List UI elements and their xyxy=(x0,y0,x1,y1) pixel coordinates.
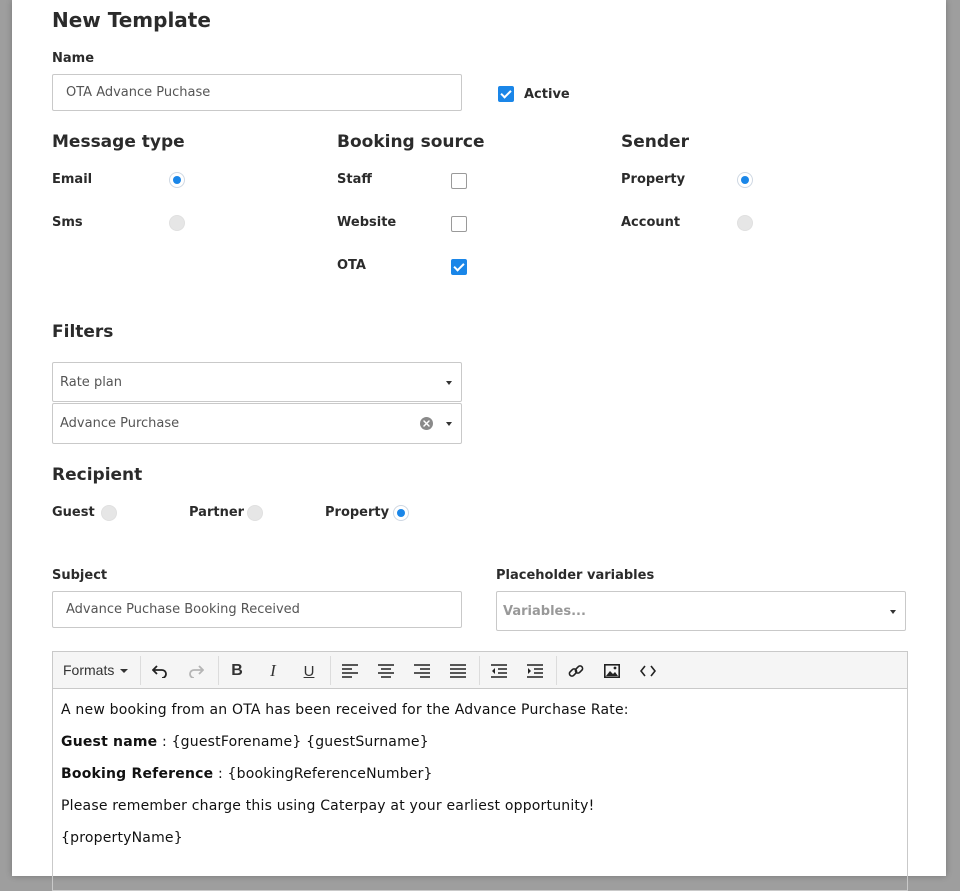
placeholder-variables-label: Placeholder variables xyxy=(496,568,655,583)
image-icon[interactable] xyxy=(600,660,624,682)
formats-dropdown[interactable] xyxy=(63,662,128,678)
outdent-icon[interactable] xyxy=(487,660,511,682)
booking-source-ota-label: OTA xyxy=(337,258,366,273)
toolbar-divider xyxy=(218,656,219,685)
toolbar-divider xyxy=(330,656,331,685)
chevron-down-icon[interactable] xyxy=(446,422,452,426)
name-input[interactable]: OTA Advance Puchase xyxy=(52,74,462,111)
recipient-property-radio[interactable] xyxy=(393,505,409,521)
message-type-heading: Message type xyxy=(52,132,185,152)
subject-input[interactable]: Advance Puchase Booking Received xyxy=(52,591,462,628)
recipient-heading: Recipient xyxy=(52,465,143,485)
chevron-down-icon xyxy=(120,669,128,673)
booking-source-staff-checkbox[interactable] xyxy=(451,173,467,189)
redo-icon[interactable] xyxy=(184,660,208,682)
indent-icon[interactable] xyxy=(523,660,547,682)
sender-account-radio[interactable] xyxy=(737,215,753,231)
message-type-email-radio[interactable] xyxy=(169,172,185,188)
align-left-icon[interactable] xyxy=(338,660,362,682)
filters-heading: Filters xyxy=(52,322,114,342)
recipient-guest-label: Guest xyxy=(52,505,95,520)
align-center-icon[interactable] xyxy=(374,660,398,682)
align-justify-icon[interactable] xyxy=(446,660,470,682)
guest-name-value: : {guestForename} {guestSurname} xyxy=(157,734,429,750)
booking-source-staff-label: Staff xyxy=(337,172,372,187)
editor-toolbar xyxy=(53,652,907,689)
recipient-guest-radio[interactable] xyxy=(101,505,117,521)
name-label: Name xyxy=(52,51,95,66)
editor-content[interactable] xyxy=(61,702,629,862)
editor-line xyxy=(61,766,629,798)
placeholder-variables-placeholder: Variables... xyxy=(503,603,586,619)
undo-icon[interactable] xyxy=(148,660,172,682)
filter-value-text: Advance Purchase xyxy=(60,416,180,431)
formats-label: Formats xyxy=(63,662,115,678)
link-icon[interactable] xyxy=(564,660,588,682)
sender-property-label: Property xyxy=(621,172,686,187)
rich-text-editor xyxy=(52,651,908,891)
underline-icon[interactable]: U xyxy=(303,662,315,680)
align-right-icon[interactable] xyxy=(410,660,434,682)
editor-line xyxy=(61,830,629,862)
filter-value-select[interactable] xyxy=(52,403,462,444)
filter-type-value: Rate plan xyxy=(60,374,123,390)
booking-reference-label: Booking Reference xyxy=(61,766,214,782)
message-type-email-label: Email xyxy=(52,172,93,187)
booking-source-website-checkbox[interactable] xyxy=(451,216,467,232)
editor-line xyxy=(61,798,629,830)
chevron-down-icon xyxy=(446,381,452,385)
editor-line xyxy=(61,734,629,766)
modal-title: New Template xyxy=(52,8,211,32)
sender-account-label: Account xyxy=(621,215,681,230)
italic-icon[interactable]: I xyxy=(270,661,276,680)
filter-type-select[interactable] xyxy=(52,362,462,402)
editor-line-text: Please remember charge this using Caterpay at your earliest opportunity! xyxy=(61,798,595,814)
bold-icon[interactable]: B xyxy=(231,662,243,679)
sender-property-radio[interactable] xyxy=(737,172,753,188)
clear-icon[interactable] xyxy=(420,417,433,430)
toolbar-divider xyxy=(556,656,557,685)
active-checkbox[interactable] xyxy=(498,86,514,102)
booking-reference-value: : {bookingReferenceNumber} xyxy=(213,766,433,782)
message-type-sms-radio[interactable] xyxy=(169,215,185,231)
code-icon[interactable] xyxy=(636,660,660,682)
booking-source-website-label: Website xyxy=(337,215,397,230)
subject-label: Subject xyxy=(52,568,108,583)
toolbar-divider xyxy=(140,656,141,685)
chevron-down-icon xyxy=(890,610,896,614)
guest-name-label: Guest name xyxy=(61,734,158,750)
editor-line xyxy=(61,702,629,734)
active-label: Active xyxy=(524,87,570,102)
message-type-sms-label: Sms xyxy=(52,215,83,230)
toolbar-divider xyxy=(479,656,480,685)
editor-line-text: A new booking from an OTA has been received for the Advance Purchase Rate: xyxy=(61,702,629,718)
template-modal xyxy=(12,0,946,876)
sender-heading: Sender xyxy=(621,132,689,152)
booking-source-ota-checkbox[interactable] xyxy=(451,259,467,275)
recipient-property-label: Property xyxy=(325,505,390,520)
recipient-partner-radio[interactable] xyxy=(247,505,263,521)
booking-source-heading: Booking source xyxy=(337,132,485,152)
placeholder-variables-select[interactable] xyxy=(496,591,906,631)
recipient-partner-label: Partner xyxy=(189,505,245,520)
editor-line-text: {propertyName} xyxy=(61,830,183,846)
